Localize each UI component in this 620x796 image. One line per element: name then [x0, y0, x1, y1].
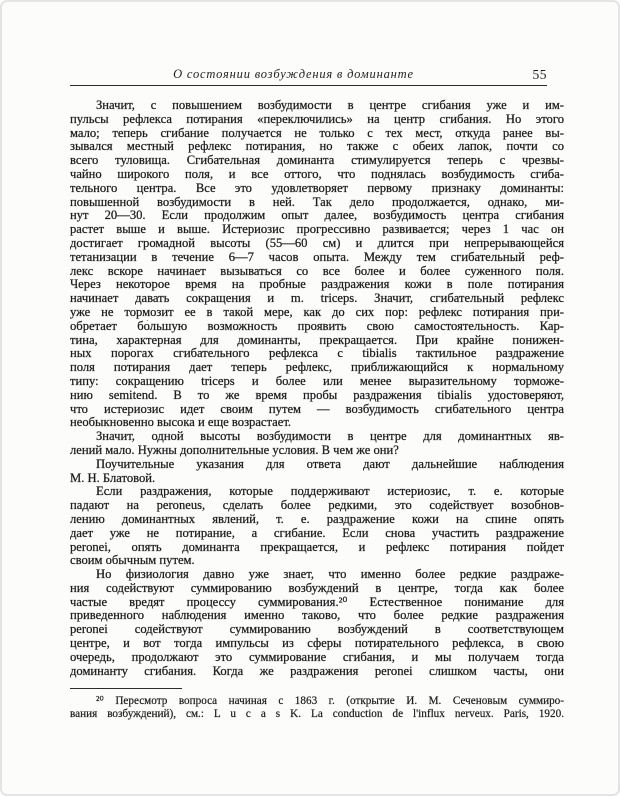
footnote-line: вания возбуждений), см.: L u c a s K. La conduction de l'influx nerveux. Paris, 1920. [70, 708, 564, 721]
body-line: лению доминантных явлений, т. е. раздражение кожи на спине опять [70, 512, 564, 526]
body-line: нию semitend. В то же время пробы раздражения tibialis удостоверяют, [70, 388, 564, 402]
body-line: типу: сокращению triceps и более или менее выразительному торможе- [70, 374, 564, 388]
body-line: доминанту сгибания. Когда же раздражения peronei слишком часты, они [70, 664, 564, 678]
running-header [70, 60, 547, 86]
body-line: растет выше и выше. Истериозис прогрессивно развивается; через 1 час он [70, 223, 564, 237]
footnote-line: ²⁰ Пересмотр вопроса начиная с 1863 г. (открытие И. М. Сеченовым суммиро- [96, 695, 564, 708]
body-line: ных порогах сгибательного рефлекса с tibialis тактильное раздражение [70, 347, 564, 361]
paragraph [70, 99, 564, 430]
body-line: начинает давать сокращения и m. triceps. Значит, сгибательный рефлекс [70, 292, 564, 306]
footnote-text [70, 695, 564, 721]
body-line: Если раздражения, которые поддерживают истериозис, т. е. которые [96, 485, 564, 499]
body-line: падают на peroneus, сделать более редкими, это содействует возобнов- [70, 499, 564, 513]
paragraph [70, 485, 564, 568]
body-line: поля потирания дает теперь рефлекс, приближающийся к нормальному [70, 361, 564, 375]
body-line: peronei содействуют суммированию возбуждений в соответствующем [70, 623, 564, 637]
body-line: тельного центра. Все это удовлетворяет первому признаку доминанты: [70, 181, 564, 195]
body-line: М. Н. Блатовой. [70, 471, 156, 485]
body-line: дает уже не потирание, а сгибание. Если снова участить раздражение [70, 526, 564, 540]
page-number: 55 [532, 67, 547, 82]
body-line: достигает громадной высоты (55—60 см) и длится при непрерывающейся [70, 236, 564, 250]
body-line: всего туловища. Сгибательная доминанта стимулируется теперь с чрезвы- [70, 154, 564, 168]
body-line: лений мало. Нужны дополнительные условия. В чем же они? [70, 443, 399, 457]
paragraph [70, 430, 564, 458]
body-line: лекс вскоре начинает вызываться со все более и более суженного поля. [70, 264, 564, 278]
body-line: очередь, продолжают это суммирование сгибания, и мы получаем тогда [70, 650, 564, 664]
body-line: Поучительные указания для ответа дают дальнейшие наблюдения [96, 457, 564, 471]
body-line: частые вредят процессу суммирования.²⁰ Естественное понимание для [70, 595, 564, 609]
body-line: необыкновенно высока и еще возрастает. [70, 416, 292, 430]
body-line: тетанизации в течение 6—7 часов опыта. Между тем сгибательный реф- [70, 250, 564, 264]
body-line: приведенного наблюдения именно таково, что более редкие раздражения [70, 609, 564, 623]
body-line: что истериозис идет своим путем — возбудимость сгибательного центра [70, 402, 564, 416]
body-line: нут 20—30. Если продолжим опыт далее, возбудимость центра сгибания [70, 209, 564, 223]
body-line: мало; теперь сгибание получается не только с тех мест, откуда ранее вы- [70, 126, 564, 140]
footnote [70, 688, 564, 721]
body-line: пульсы рефлекса потирания «переключились» на центр сгибания. Но этого [70, 112, 564, 126]
body-line: Но физиология давно уже знает, что именно более редкие раздраже- [96, 568, 564, 582]
paragraph [70, 568, 564, 678]
body-line: уже не тормозит ее в такой мере, как до сих пор: рефлекс потирания при- [70, 305, 564, 319]
body-line: чайно широкого поля, и все оттого, что поднялась возбудимость сгиба- [70, 167, 564, 181]
body-line: Значит, одной высоты возбудимости в центре для доминантных яв- [96, 430, 564, 444]
body-line: зывался местный рефлекс потирания, но также с обеих лапок, почти со [70, 140, 564, 154]
body-line: обретает бо́льшую возможность проявить свою самостоятельность. Кар- [70, 319, 564, 333]
body-text [70, 99, 564, 678]
body-line: повышенной возбудимости в ней. Так дело продолжается, однако, ми- [70, 195, 564, 209]
body-line: peronei, опять доминанта прекращается, и рефлекс потирания пойдет [70, 540, 564, 554]
body-line: центре, и вот тогда импульсы из сферы потирательного рефлекса, в свою [70, 637, 564, 651]
page-content [70, 60, 564, 721]
body-line: ния содействуют суммированию возбуждений в центре, тогда как более [70, 581, 564, 595]
body-line: тина, характерная для доминанты, прекращается. При крайне понижен- [70, 333, 564, 347]
header-title: О состоянии возбуждения в доминанте [173, 67, 414, 81]
paragraph [70, 458, 564, 486]
body-line: Через некоторое время на пробные раздражения кожи в поле потирания [70, 278, 564, 292]
body-line: Значит, с повышением возбудимости в центре сгибания уже и им- [96, 99, 564, 112]
footnote-rule [70, 688, 182, 689]
body-line: своим обычным путем. [70, 554, 195, 568]
